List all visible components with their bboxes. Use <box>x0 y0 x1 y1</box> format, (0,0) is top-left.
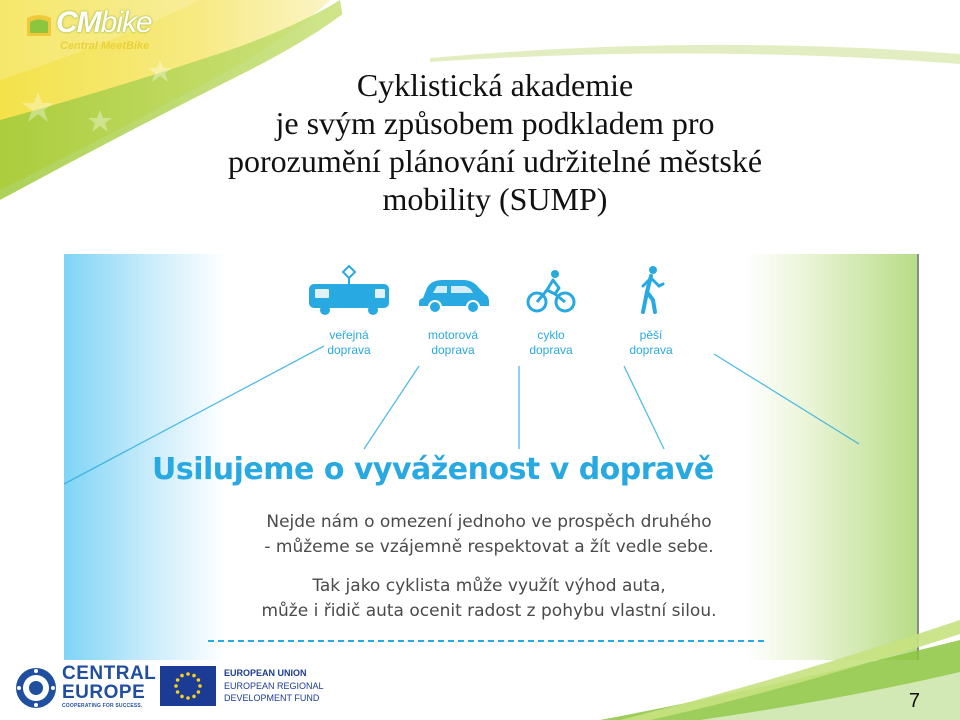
page-number: 7 <box>908 690 920 712</box>
mode-motor-transport <box>398 264 508 358</box>
eu-line-1: EUROPEAN UNION <box>224 668 307 678</box>
leaf-icon <box>24 10 54 40</box>
tram-icon <box>303 264 395 316</box>
mode-label: veřejná doprava <box>327 328 371 357</box>
central-europe-logo <box>14 662 157 712</box>
car-icon <box>413 264 493 316</box>
mode-walking <box>596 264 706 358</box>
title-line-3: porozumění plánování udržitelné městské <box>227 143 763 179</box>
slide-title <box>100 66 890 218</box>
eu-fund-logo <box>160 666 324 710</box>
mode-cycling <box>496 264 606 358</box>
cmbike-logo <box>24 6 194 56</box>
logo-subtitle: Central MeetBike <box>60 40 150 52</box>
title-line-4: mobility (SUMP) <box>382 181 608 217</box>
eu-flag-icon <box>160 666 216 706</box>
title-line-2: je svým způsobem podkladem pro <box>275 105 715 141</box>
mode-label: cyklo doprava <box>529 328 573 357</box>
central-europe-line-1: CENTRAL <box>62 663 157 684</box>
logo-cm-text: CMbike <box>56 6 152 39</box>
figure-body-text-2: Tak jako cyklista může využít výhod auta, může i řidič auta ocenit radost z pohybu vlastní silou. <box>261 576 717 621</box>
central-europe-emblem-icon <box>14 666 58 710</box>
figure-headline: Usilujeme o vyváženost v dopravě <box>152 452 714 487</box>
pedestrian-icon <box>631 264 671 316</box>
figure-body-text-1: Nejde nám o omezení jednoho ve prospěch druhého - můžeme se vzájemně respektovat a žít vedle sebe. <box>264 512 714 557</box>
mode-label: pěší doprava <box>629 328 673 357</box>
cyclist-icon <box>525 264 577 316</box>
central-europe-line-2: EUROPE <box>62 682 146 703</box>
title-line-1: Cyklistická akademie <box>356 67 634 103</box>
mode-label: motorová doprava <box>427 328 479 357</box>
central-europe-tagline: COOPERATING FOR SUCCESS. <box>62 703 143 709</box>
mode-public-transport <box>294 264 404 358</box>
eu-line-2: EUROPEAN REGIONAL <box>224 681 324 691</box>
eu-line-3: DEVELOPMENT FUND <box>224 693 320 703</box>
